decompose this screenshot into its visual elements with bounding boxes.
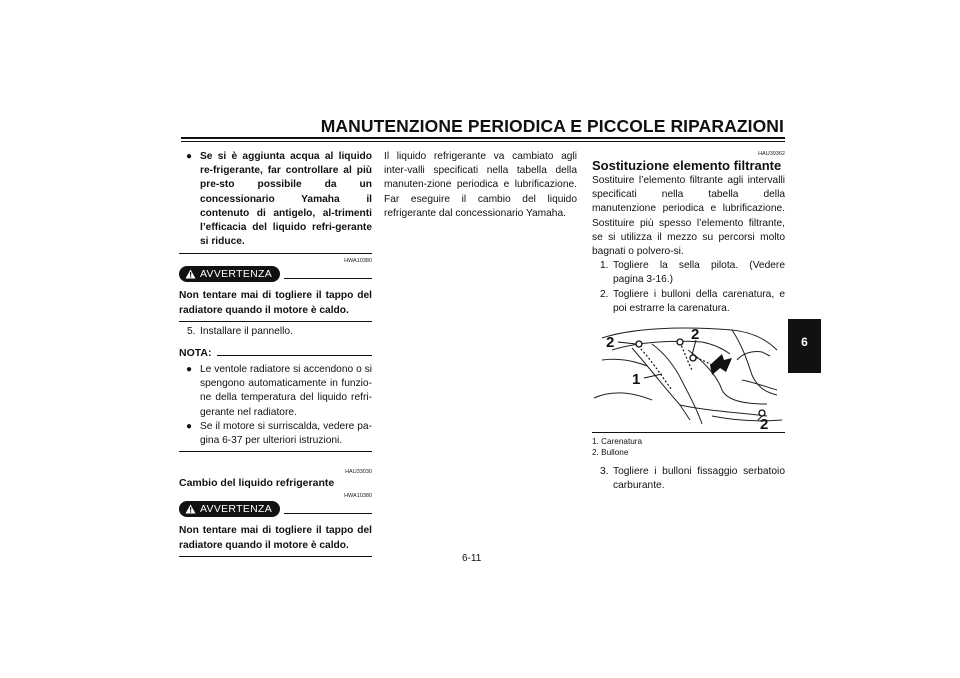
air-filter-intro: Sostituire l’elemento filtrante agli intervalli specificati nella tabella della manutenzione periodica e lubrificazione. Sostituire più spesso l’elemento filtrante, se si utilizza il mezzo su percorsi molto bagnati o polvero-si. — [592, 175, 785, 258]
fairing-illustration — [592, 320, 785, 430]
title-rule — [181, 137, 785, 139]
note-label: NOTA: — [179, 346, 212, 359]
warning-triangle-icon — [185, 269, 196, 279]
figure-divider — [592, 432, 785, 433]
callout-2-left: 2 — [606, 334, 615, 352]
coolant-change-paragraph: Il liquido refrigerante va cambiato agli inter-valli specificati nella tabella della manuten-zione periodica e lubrificazione. Far eseguire il cambio del liquido refrigerante dal concessionario Yamaha. — [384, 151, 577, 219]
column-middle — [384, 150, 577, 221]
figure-caption: 2. Bullone — [592, 448, 629, 458]
page-title: MANUTENZIONE PERIODICA E PICCOLE RIPARAZIONI — [320, 116, 784, 136]
section-code: HAU39362 — [758, 151, 785, 157]
figure-caption: 1. Carenatura — [592, 437, 643, 447]
step-1: 1. Togliere la sella pilota. (Vedere pagina 3-16.) — [600, 260, 785, 286]
section-title: Sostituzione elemento filtrante — [592, 158, 782, 173]
title-rule-thin — [181, 141, 785, 142]
page-number: 6-11 — [462, 553, 482, 564]
bullet-icon: ● — [186, 151, 193, 162]
column-right — [592, 150, 785, 493]
warning-header — [179, 265, 372, 283]
chapter-tab-label: 6 — [801, 335, 808, 349]
note-header — [179, 346, 372, 360]
warning-code: HWA10380 — [344, 493, 372, 500]
callout-1: 1 — [632, 371, 641, 389]
bullet-icon: ● — [186, 420, 193, 432]
warning-label: AVVERTENZA — [200, 503, 273, 516]
divider — [179, 556, 372, 557]
divider — [179, 321, 372, 322]
note-item: ● Le ventole radiatore si accendono o si spengono automaticamente in funzio-ne della temperatura del liquido refri-gerante nel radiatore. — [186, 364, 372, 418]
step-2: 2. Togliere i bulloni della carenatura, e poi estrarre la carenatura. — [600, 288, 785, 314]
callout-2-bottom: 2 — [760, 416, 769, 431]
warning-code: HWA10380 — [344, 258, 372, 265]
warning-header — [179, 500, 372, 518]
step-5: 5. Installare il pannello. — [187, 325, 293, 337]
section-code: HAU33030 — [345, 469, 372, 476]
coolant-antifreeze-notice: ● Se si è aggiunta acqua al liquido re-frigerante, far controllare al più pre-sto possibile da un concessionario Yamaha il contenuto di antigelo, al-trimenti l’efficacia del liquido refri-gerante si riduce. — [186, 151, 372, 248]
step-3: 3. Togliere i bulloni fissaggio serbatoio carburante. — [600, 466, 785, 492]
callout-2-top: 2 — [691, 326, 700, 344]
warning-badge — [179, 266, 280, 282]
warning-label: AVVERTENZA — [200, 268, 273, 281]
section-title: Cambio del liquido refrigerante — [179, 477, 335, 490]
column-left — [179, 150, 372, 557]
warning-triangle-icon — [185, 504, 196, 514]
divider — [179, 451, 372, 452]
bullet-icon: ● — [186, 364, 193, 376]
note-item: ● Se il motore si surriscalda, vedere pa-gina 6-37 per ulteriori istruzioni. — [186, 420, 372, 447]
warning-text: Non tentare mai di togliere il tappo del radiatore quando il motore è caldo. — [179, 525, 372, 551]
divider — [179, 253, 372, 254]
warning-badge — [179, 501, 280, 517]
warning-text: Non tentare mai di togliere il tappo del radiatore quando il motore è caldo. — [179, 290, 372, 316]
chapter-tab — [788, 319, 821, 373]
motorcycle-fairing-drawing — [592, 320, 785, 430]
